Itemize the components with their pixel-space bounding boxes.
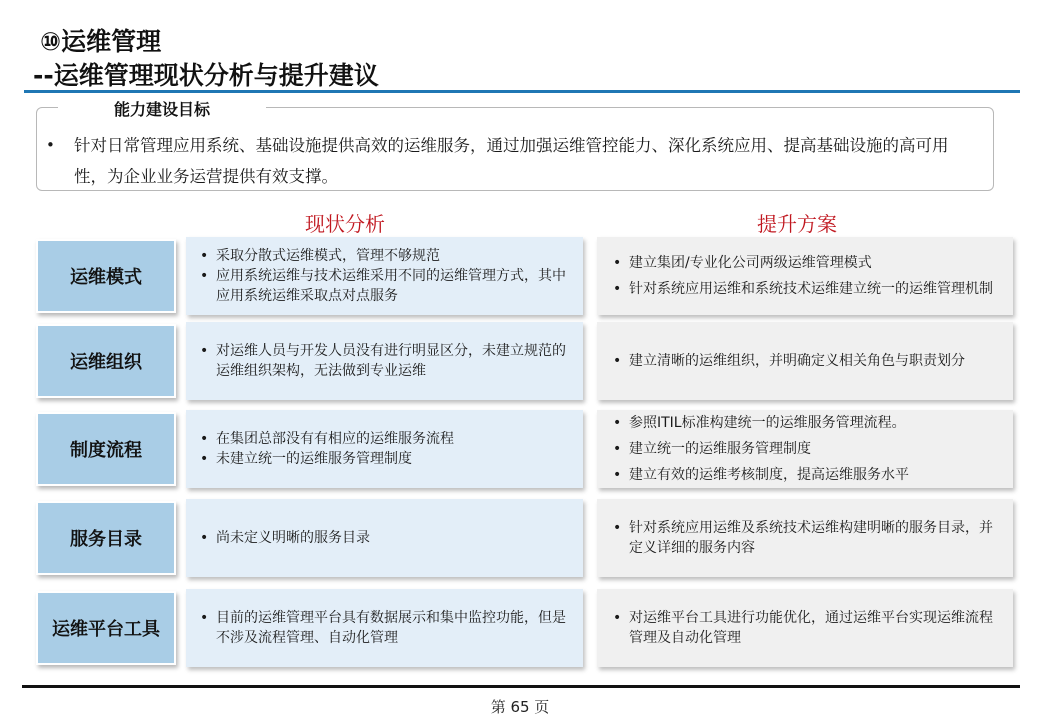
row-label-platform-tools: 运维平台工具 [36, 591, 176, 665]
plan-column-title: 提升方案 [757, 212, 837, 236]
status-item: • 应用系统运维与技术运维采用不同的运维管理方式，其中应用系统运维采取点对点服务 [196, 266, 575, 306]
plan-box-platform-tools [597, 589, 1013, 667]
page-title-line1: ⑩运维管理 [40, 27, 162, 56]
status-item: • 目前的运维管理平台具有数据展示和集中监控功能，但是不涉及流程管理、自动化管理 [196, 608, 575, 648]
plan-item: • 建立统一的运维服务管理制度 [609, 439, 1001, 459]
status-item: • 尚未定义明晰的服务目录 [196, 528, 575, 548]
status-item: • 在集团总部没有有相应的运维服务流程 [196, 429, 575, 449]
plan-box-catalog [597, 499, 1013, 577]
goal-title: 能力建设目标 [58, 97, 266, 120]
page-number: 第 65 页 [490, 698, 550, 716]
plan-item: • 建立有效的运维考核制度，提高运维服务水平 [609, 465, 1001, 485]
row-label-process: 制度流程 [36, 412, 176, 486]
goal-text: 针对日常管理应用系统、基础设施提供高效的运维服务，通过加强运维管控能力、深化系统应用、提高基础设施的高可用性，为企业业务运营提供有效支撑。 [74, 136, 949, 186]
header-divider [24, 90, 1020, 93]
plan-item: • 建立清晰的运维组织，并明确定义相关角色与职责划分 [609, 351, 1001, 371]
plan-box-ops-mode [597, 237, 1013, 315]
status-box-platform-tools [186, 589, 583, 667]
row-label-ops-mode: 运维模式 [36, 239, 176, 313]
row-label-catalog: 服务目录 [36, 501, 176, 575]
status-item: • 采取分散式运维模式，管理不够规范 [196, 246, 575, 266]
footer-divider [22, 685, 1020, 688]
status-box-catalog [186, 499, 583, 577]
plan-item: • 针对系统应用运维及系统技术运维构建明晰的服务目录，并定义详细的服务内容 [609, 518, 1001, 558]
status-item: • 未建立统一的运维服务管理制度 [196, 449, 575, 469]
status-box-ops-org [186, 322, 583, 400]
status-column-title: 现状分析 [305, 212, 385, 236]
plan-item: • 参照ITIL标准构建统一的运维服务管理流程。 [609, 413, 1001, 433]
status-box-ops-mode [186, 237, 583, 315]
status-item: • 对运维人员与开发人员没有进行明显区分，未建立规范的运维组织架构，无法做到专业运维 [196, 341, 575, 381]
plan-item: • 针对系统应用运维和系统技术运维建立统一的运维管理机制 [609, 279, 1001, 299]
goal-bullet: • [46, 136, 55, 154]
plan-item: • 对运维平台工具进行功能优化，通过运维平台实现运维流程管理及自动化管理 [609, 608, 1001, 648]
plan-box-ops-org [597, 322, 1013, 400]
status-box-process [186, 410, 583, 488]
page-title-line2: --运维管理现状分析与提升建议 [33, 61, 379, 90]
plan-item: • 建立集团/专业化公司两级运维管理模式 [609, 253, 1001, 273]
plan-box-process [597, 410, 1013, 488]
row-label-ops-org: 运维组织 [36, 324, 176, 398]
